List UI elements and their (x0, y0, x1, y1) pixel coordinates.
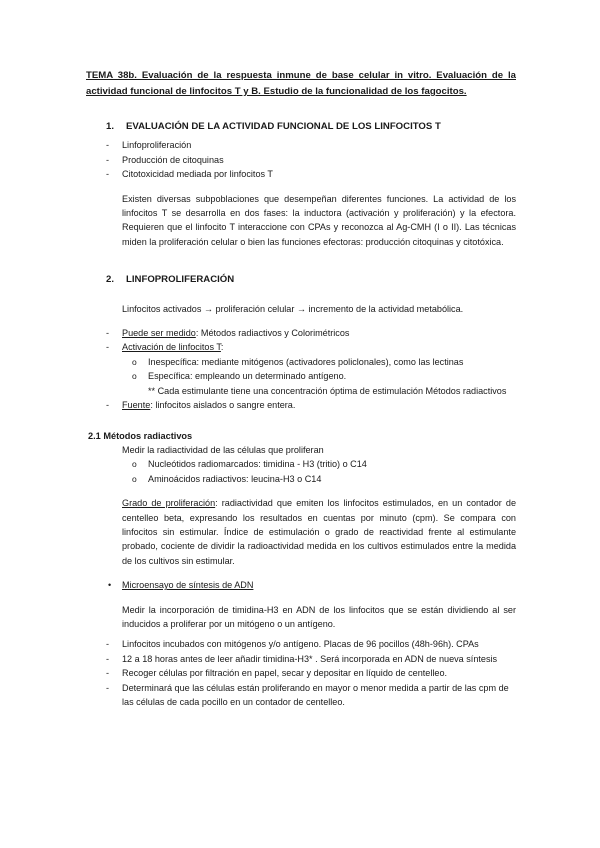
section-1-list (88, 138, 516, 181)
list-item: - Recoger células por filtración en papel, secar y depositar en líquido de centelleo. (88, 666, 516, 680)
activacion-label: Activación de linfocitos T (122, 342, 221, 353)
section-1-paragraph: Existen diversas subpoblaciones que desempeñan diferentes funciones. La actividad de los linfocitos T se desarrolla en dos fases: la inductora (activación y proliferación) y la efectora. Requieren que el linfocito T interaccione con CPAs y reconozca al Ag-CMH (I o II). Las técnicas miden la proliferación celular o bien las funciones efectoras: producción citoquinas y citotóxica. (122, 193, 516, 247)
section-2-list-fuente (88, 398, 516, 412)
medido-text: : Métodos radiactivos y Colorimétricos (195, 328, 350, 339)
section-2-list (88, 326, 516, 355)
grado-text: : radiactividad que emiten los linfocitos estimulados, en un contador de centelleo beta, expresando los resultados en cuentas por minuto (cpm). Se compara con linfocitos sin estimular. Índice de estimulación o grado de reactividad frente al estimulante probado, cociente de dividir la radioactividad medida en los cultivos estimulados entre la medida de los cultivos sin estimular. (122, 498, 516, 566)
section-1-number: 1. (106, 121, 115, 132)
list-item: - Linfoproliferación (88, 138, 516, 152)
list-item: o Nucleótidos radiomarcados: timidina - H3 (tritio) o C14 (88, 457, 516, 471)
list-item: - Linfocitos incubados con mitógenos y/o antígeno. Placas de 96 pocillos (48h-96h). CPAs (88, 637, 516, 651)
list-item (88, 398, 516, 412)
activacion-text: : (220, 342, 224, 353)
list-item: o Específica: empleando un determinado antígeno. (88, 369, 516, 383)
activacion-sublist (88, 355, 516, 384)
list-item: o Aminoácidos radiactivos: leucina-H3 o C14 (88, 472, 516, 486)
stimulation-note: ** Cada estimulante tiene una concentración óptima de estimulación Métodos radiactivos (148, 385, 507, 396)
microensayo-bullet (88, 578, 516, 592)
microensayo-steps (88, 637, 516, 709)
fuente-text: : linfocitos aislados o sangre entera. (150, 400, 296, 411)
section-2-intro: Linfocitos activados → proliferación celular → incremento de la actividad metabólica. (122, 303, 464, 314)
list-item: - Determinará que las células están proliferando en mayor o menor medida a partir de las cpm de las células de cada pocillo en un contador de centelleo. (88, 681, 516, 710)
section-1-title: EVALUACIÓN DE LA ACTIVIDAD FUNCIONAL DE LOS LINFOCITOS T (126, 121, 441, 132)
section-2-heading (106, 273, 516, 287)
list-item (88, 326, 516, 340)
section-2-number: 2. (106, 274, 115, 286)
list-item: - Producción de citoquinas (88, 153, 516, 167)
list-item (88, 340, 516, 354)
fuente-label: Fuente (122, 400, 151, 411)
list-item: - Citotoxicidad mediada por linfocitos T (88, 167, 516, 181)
grado-paragraph (88, 496, 516, 568)
section-2-title: LINFOPROLIFERACIÓN (126, 274, 235, 286)
list-item: - 12 a 18 horas antes de leer añadir timidina-H3* . Será incorporada en ADN de nueva síntesis (88, 652, 516, 666)
microensayo-label: Microensayo de síntesis de ADN (122, 580, 254, 591)
section-2-1-intro: Medir la radiactividad de las células que proliferan (122, 444, 324, 455)
section-1-heading (106, 120, 516, 134)
list-item: o Inespecífica: mediante mitógenos (activadores policlonales), como las lectinas (88, 355, 516, 369)
grado-label: Grado de proliferación (122, 498, 216, 509)
section-2-1-list (88, 457, 516, 486)
microensayo-paragraph: Medir la incorporación de timidina-H3 en ADN de los linfocitos que se están dividiendo al ser inducidos a proliferar por un mitógeno o un antígeno. (122, 604, 516, 629)
document-title: TEMA 38b. Evaluación de la respuesta inmune de base celular in vitro. Evaluación de la actividad funcional de linfocitos T y B. Estudio de la funcionalidad de los fagocitos. (86, 70, 516, 97)
medido-label: Puede ser medido (122, 328, 196, 339)
section-2-1-heading: 2.1 Métodos radiactivos (88, 430, 193, 441)
